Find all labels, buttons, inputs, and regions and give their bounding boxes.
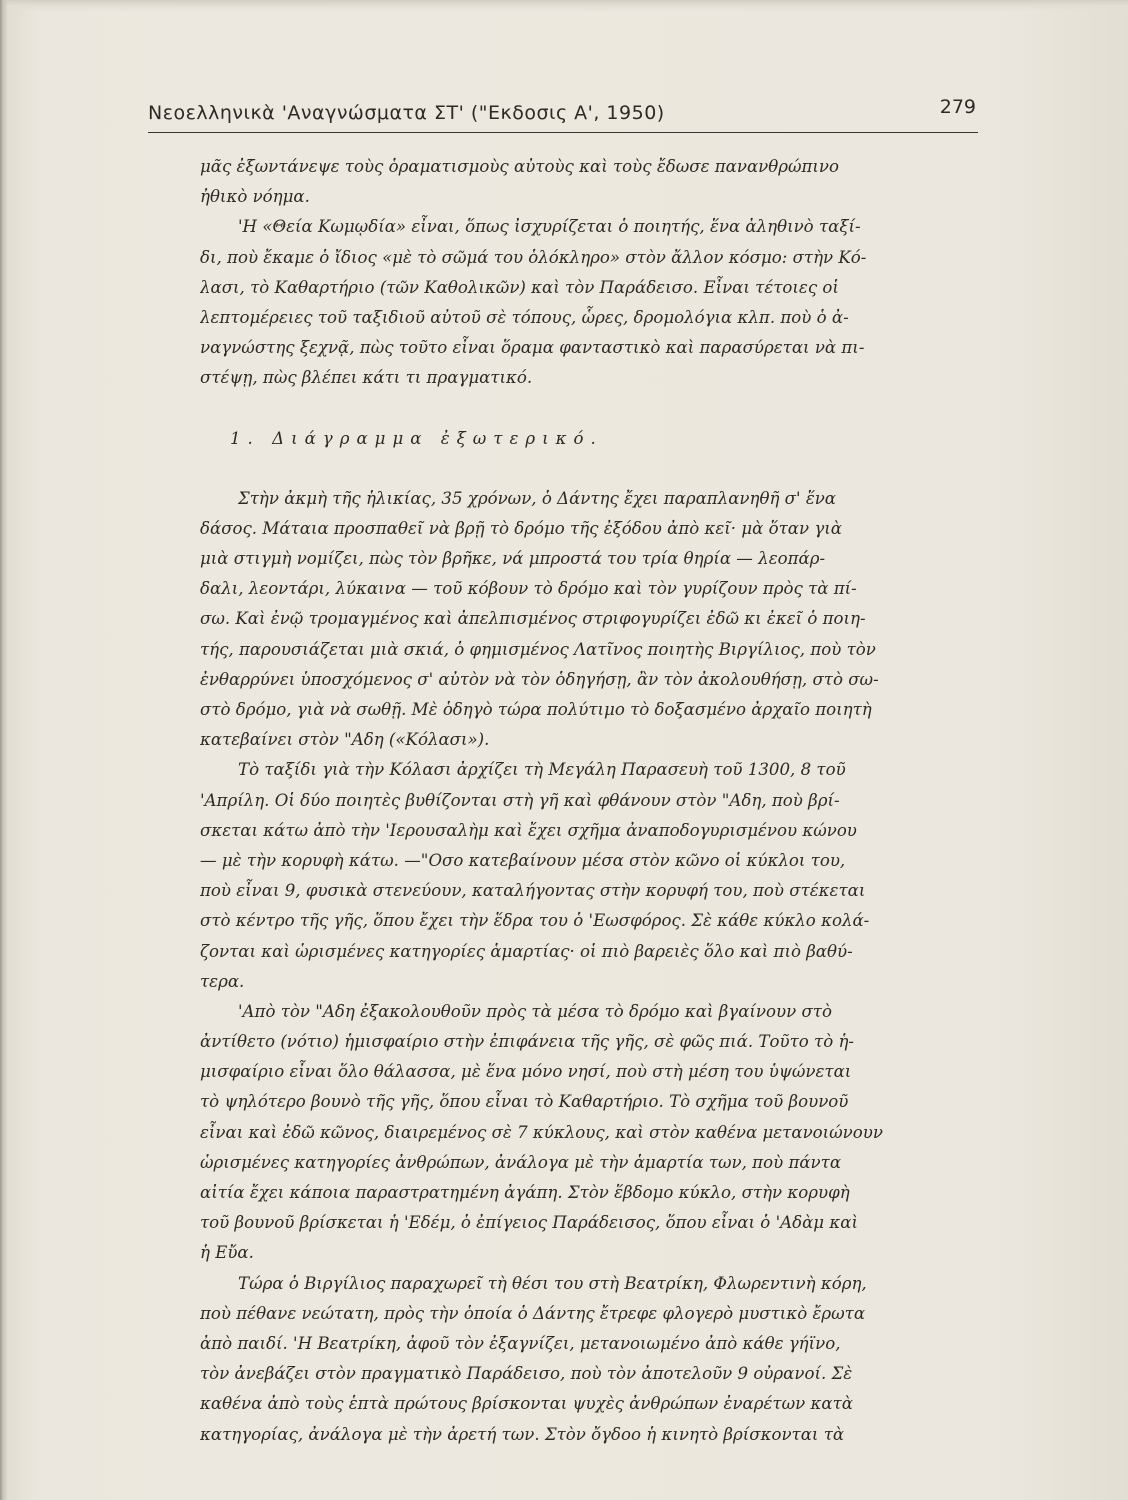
text-line: στέψῃ, πὼς βλέπει κάτι τι πραγματικό. xyxy=(200,368,533,388)
running-header xyxy=(148,96,980,132)
text-line: ἠθικὸ νόημα. xyxy=(200,187,310,207)
text-line: λασι, τὸ Καθαρτήριο (τῶν Καθολικῶν) καὶ τὸν Παράδεισο. Εἶναι τέτοιες οἱ xyxy=(200,277,839,297)
text-line: 'Η «Θεία Κωμῳδία» εἶναι, ὅπως ἰσχυρίζεται ὁ ποιητής, ἕνα ἀληθινὸ ταξί- xyxy=(238,217,861,237)
page-number: 279 xyxy=(939,96,976,118)
paragraph-3 xyxy=(200,484,980,756)
body-text xyxy=(200,152,980,1450)
text-line: Τὸ ταξίδι γιὰ τὴν Κόλασι ἀρχίζει τὴ Μεγάλη Παρασευὴ τοῦ 1300, 8 τοῦ xyxy=(238,760,846,780)
text-line: ζονται καὶ ὡρισμένες κατηγορίες ἁμαρτίας· οἱ πιὸ βαρειὲς ὅλο καὶ πιὸ βαθύ- xyxy=(200,941,853,961)
text-line: τοῦ βουνοῦ βρίσκεται ἡ 'Εδέμ, ὁ ἐπίγειος Παράδεισος, ὅπου εἶναι ὁ 'Αδὰμ καὶ xyxy=(200,1213,858,1233)
text-line: ποὺ εἶναι 9, φυσικὰ στενεύουν, καταλήγοντας στὴν κορυφή του, ποὺ στέκεται xyxy=(200,881,866,901)
text-line: τὸ ψηλότερο βουνὸ τῆς γῆς, ὅπου εἶναι τὸ Καθαρτήριο. Τὸ σχῆμα τοῦ βουνοῦ xyxy=(200,1092,849,1112)
text-line: στὸ δρόμο, γιὰ νὰ σωθῇ. Μὲ ὁδηγὸ τώρα πολύτιμο τὸ δοξασμένο ἀρχαῖο ποιητὴ xyxy=(200,700,872,719)
text-line: μιὰ στιγμὴ νομίζει, πὼς τὸν βρῆκε, νά μπροστά του τρία θηρία — λεοπάρ- xyxy=(200,549,826,569)
text-line: 'Απρίλη. Οἱ δύο ποιητὲς βυθίζονται στὴ γῆ καὶ φθάνουν στὸν "Αδη, ποὺ βρί- xyxy=(200,790,840,810)
text-line: ἀπὸ παιδί. 'Η Βεατρίκη, ἀφοῦ τὸν ἐξαγνίζει, μετανοιωμένο ἀπὸ κάθε γήϊνο, xyxy=(200,1333,841,1353)
text-line: Τώρα ὁ Βιργίλιος παραχωρεῖ τὴ θέσι του στὴ Βεατρίκη, Φλωρεντινὴ κόρη, xyxy=(238,1273,867,1293)
text-line: σω. Καὶ ἐνῷ τρομαγμένος καὶ ἀπελπισμένος στριφογυρίζει ἐδῶ κι ἐκεῖ ὁ ποιη- xyxy=(200,609,866,629)
text-line: τερα. xyxy=(200,971,245,991)
spacer xyxy=(200,454,980,484)
text-line: δι, ποὺ ἔκαμε ὁ ἴδιος «μὲ τὸ σῶμά του ὁλόκληρο» στὸν ἄλλον κόσμο: στὴν Κό- xyxy=(200,247,867,267)
text-line: ἀντίθετο (νότιο) ἡμισφαίριο στὴν ἐπιφάνεια τῆς γῆς, σὲ φῶς πιά. Τοῦτο τὸ ἡ- xyxy=(200,1032,855,1052)
text-line: 'Απὸ τὸν "Αδη ἐξακολουθοῦν πρὸς τὰ μέσα τὸ δρόμο καὶ βγαίνουν στὸ xyxy=(238,1001,832,1021)
text-line: ὡρισμένες κατηγορίες ἀνθρώπων, ἀνάλογα μὲ τὴν ἁμαρτία των, ποὺ πάντα xyxy=(200,1152,842,1172)
text-line: ποὺ πέθανε νεώτατη, πρὸς τὴν ὁποία ὁ Δάντης ἔτρεφε φλογερὸ μυστικὸ ἔρωτα xyxy=(200,1303,866,1323)
text-line: λεπτομέρειες τοῦ ταξιδιοῦ αὐτοῦ σὲ τόπους, ὧρες, δρομολόγια κλπ. ποὺ ὁ ἀ- xyxy=(200,307,849,327)
text-line: αἰτία ἔχει κάποια παραστρατημένη ἀγάπη. Στὸν ἕβδομο κύκλο, στὴν κορυφὴ xyxy=(200,1183,850,1202)
text-line: — μὲ τὴν κορυφὴ κάτω. —"Οσο κατεβαίνουν μέσα στὸν κῶνο οἱ κύκλοι του, xyxy=(200,850,846,870)
text-line: εἶναι καὶ ἐδῶ κῶνος, διαιρεμένος σὲ 7 κύκλους, καὶ στὸν καθένα μετανοιώνουν xyxy=(200,1122,883,1142)
spacer xyxy=(200,394,980,424)
paragraph-1 xyxy=(200,152,980,212)
text-line: δαλι, λεοντάρι, λύκαινα — τοῦ κόβουν τὸ δρόμο καὶ τὸν γυρίζουν πρὸς τὰ πί- xyxy=(200,579,857,599)
text-line: ἐνθαρρύνει ὑποσχόμενος σ' αὐτὸν νὰ τὸν ὁδηγήσῃ, ἂν τὸν ἀκολουθήσῃ, στὸ σω- xyxy=(200,669,879,689)
text-line: τὸν ἀνεβάζει στὸν πραγματικὸ Παράδεισο, ποὺ τὸν ἀποτελοῦν 9 οὐρανοί. Σὲ xyxy=(200,1364,853,1384)
paragraph-4 xyxy=(200,755,980,997)
text-line: καθένα ἀπὸ τοὺς ἑπτὰ πρώτους βρίσκονται ψυχὲς ἀνθρώπων ἐναρέτων κατὰ xyxy=(200,1394,853,1414)
text-line: ἡ Εὔα. xyxy=(200,1243,254,1263)
text-line: μισφαίριο εἶναι ὅλο θάλασσα, μὲ ἕνα μόνο νησί, ποὺ στὴ μέση του ὑψώνεται xyxy=(200,1062,852,1082)
text-line: ναγνώστης ξεχνᾷ, πὼς τοῦτο εἶναι ὅραμα φανταστικὸ καὶ παρασύρεται νὰ πι- xyxy=(200,338,865,358)
text-line: στὸ κέντρο τῆς γῆς, ὅπου ἔχει τὴν ἕδρα του ὁ 'Εωσφόρος. Σὲ κάθε κύκλο κολά- xyxy=(200,911,870,931)
paragraph-2 xyxy=(200,212,980,393)
text-line: δάσος. Μάταια προσπαθεῖ νὰ βρῇ τὸ δρόμο τῆς ἐξόδου ἀπὸ κεῖ· μὰ ὅταν γιὰ xyxy=(200,518,842,538)
text-line: κατηγορίας, ἀνάλογα μὲ τὴν ἀρετή των. Στὸν ὄγδοο ἡ κινητὸ βρίσκονται τὰ xyxy=(200,1424,845,1444)
text-line: κατεβαίνει στὸν "Αδη («Κόλασι»). xyxy=(200,730,490,750)
header-rule xyxy=(148,132,978,133)
paragraph-6 xyxy=(200,1269,980,1450)
page-binding-edge xyxy=(0,0,8,1500)
text-line: μᾶς ἐξωντάνεψε τοὺς ὁραματισμοὺς αὐτοὺς καὶ τοὺς ἔδωσε πανανθρώπινο xyxy=(200,157,840,176)
text-line: σκεται κάτω ἀπὸ τὴν 'Ιερουσαλὴμ καὶ ἔχει σχῆμα ἀναποδογυρισμένου κώνου xyxy=(200,820,857,840)
text-line: τής, παρουσιάζεται μιὰ σκιά, ὁ φημισμένος Λατῖνος ποιητὴς Βιργίλιος, ποὺ τὸν xyxy=(200,639,876,659)
paragraph-5 xyxy=(200,997,980,1269)
page-top-edge xyxy=(0,0,1128,12)
running-header-title: Νεοελληνικὰ 'Αναγνώσματα ΣΤ' ("Εκδοσις Α', 1950) xyxy=(148,102,665,124)
text-line: Στὴν ἀκμὴ τῆς ἡλικίας, 35 χρόνων, ὁ Δάντης ἔχει παραπλανηθῆ σ' ἕνα xyxy=(238,488,837,508)
section-heading: 1. Διάγραμμα ἐξωτερικό. xyxy=(230,428,603,448)
